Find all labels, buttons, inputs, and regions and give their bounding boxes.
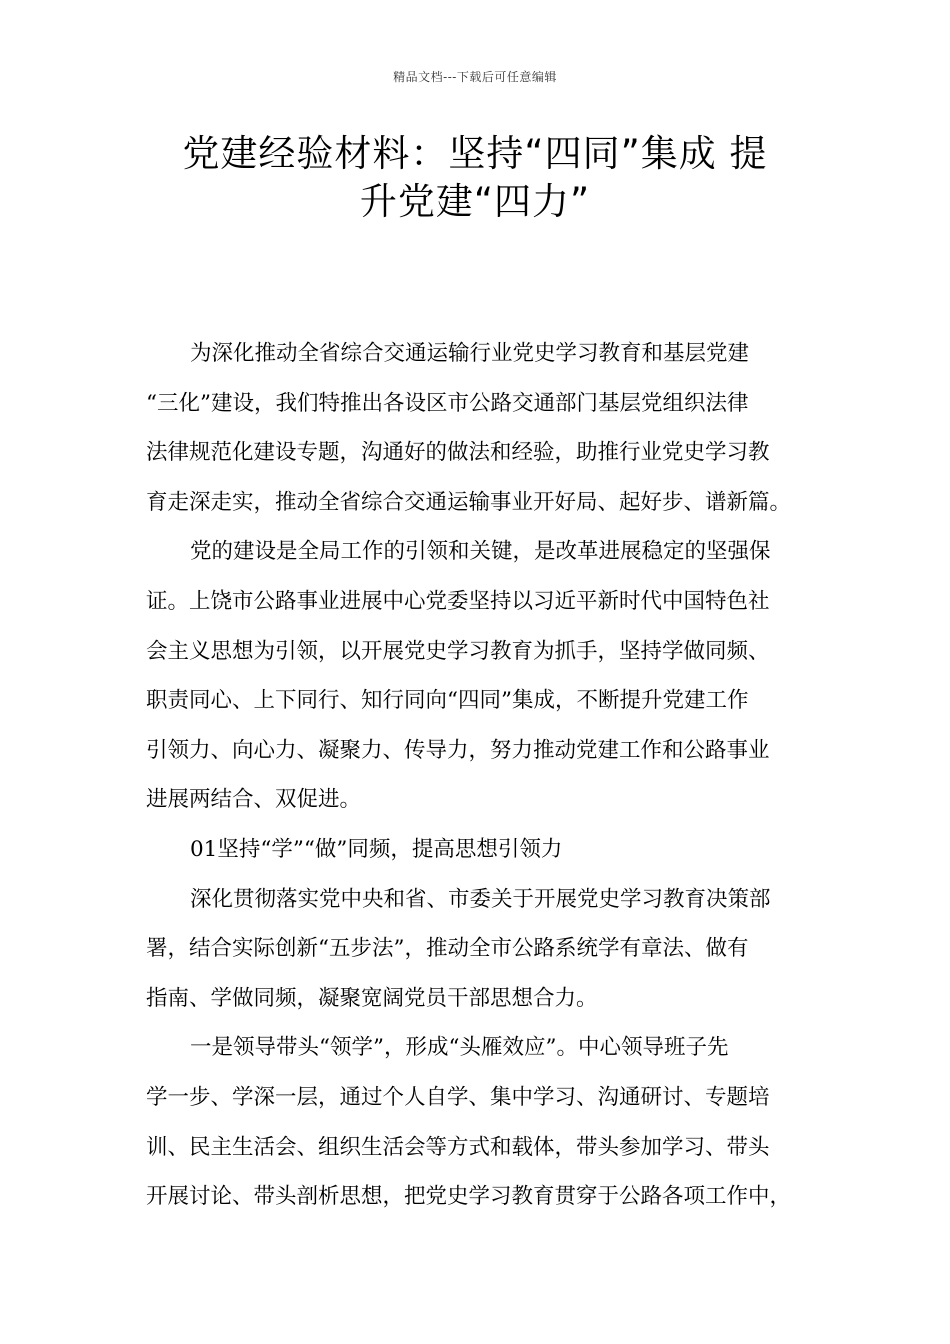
- body-line: 一是领导带头“领学”，形成“头雁效应”。中心领导班子先: [190, 1035, 729, 1061]
- title-line: 升党建“四力”: [359, 180, 591, 223]
- body-line: “三化”建设，我们特推出各设区市公路交通部门基层党组织法律: [146, 390, 749, 416]
- body-line: 指南、学做同频，凝聚宽阔党员干部思想合力。: [146, 985, 598, 1011]
- body-line: 证。上饶市公路事业进展中心党委坚持以习近平新时代中国特色社: [146, 588, 770, 614]
- body-line: 署，结合实际创新“五步法”，推动全市公路系统学有章法、做有: [146, 936, 749, 962]
- body-line: 职责同心、上下同行、知行同向“四同”集成，不断提升党建工作: [146, 688, 749, 714]
- body-line: 进展两结合、双促进。: [146, 787, 362, 813]
- header-note: 精品文档---下载后可任意编辑: [393, 70, 557, 84]
- body-line: 学一步、学深一层，通过个人自学、集中学习、沟通研讨、专题培: [146, 1084, 770, 1110]
- body-line: 训、民主生活会、组织生活会等方式和载体，带头参加学习、带头: [146, 1134, 770, 1160]
- document-body: [146, 329, 810, 1222]
- body-line: 开展讨论、带头剖析思想，把党史学习教育贯穿于公路各项工作中，: [146, 1184, 792, 1210]
- body-line: 为深化推动全省综合交通运输行业党史学习教育和基层党建: [190, 341, 750, 366]
- body-line: 育走深走实，推动全省综合交通运输事业开好局、起好步、谱新篇。: [146, 489, 792, 515]
- body-line: 引领力、向心力、凝聚力、传导力，努力推动党建工作和公路事业: [146, 737, 770, 763]
- body-line: 深化贯彻落实党中央和省、市委关于开展党史学习教育决策部: [190, 886, 771, 912]
- section-heading: 01坚持“学”“做”同频，提高思想引领力: [190, 836, 563, 862]
- title-line: 党建经验材料：坚持“四同”集成 提: [182, 132, 768, 175]
- body-line: 法律规范化建设专题，沟通好的做法和经验，助推行业党史学习教: [146, 440, 770, 466]
- document-title: [140, 130, 810, 226]
- body-line: 党的建设是全局工作的引领和关键，是改革进展稳定的坚强保: [190, 539, 771, 565]
- body-line: 会主义思想为引领，以开展党史学习教育为抓手，坚持学做同频、: [146, 638, 770, 664]
